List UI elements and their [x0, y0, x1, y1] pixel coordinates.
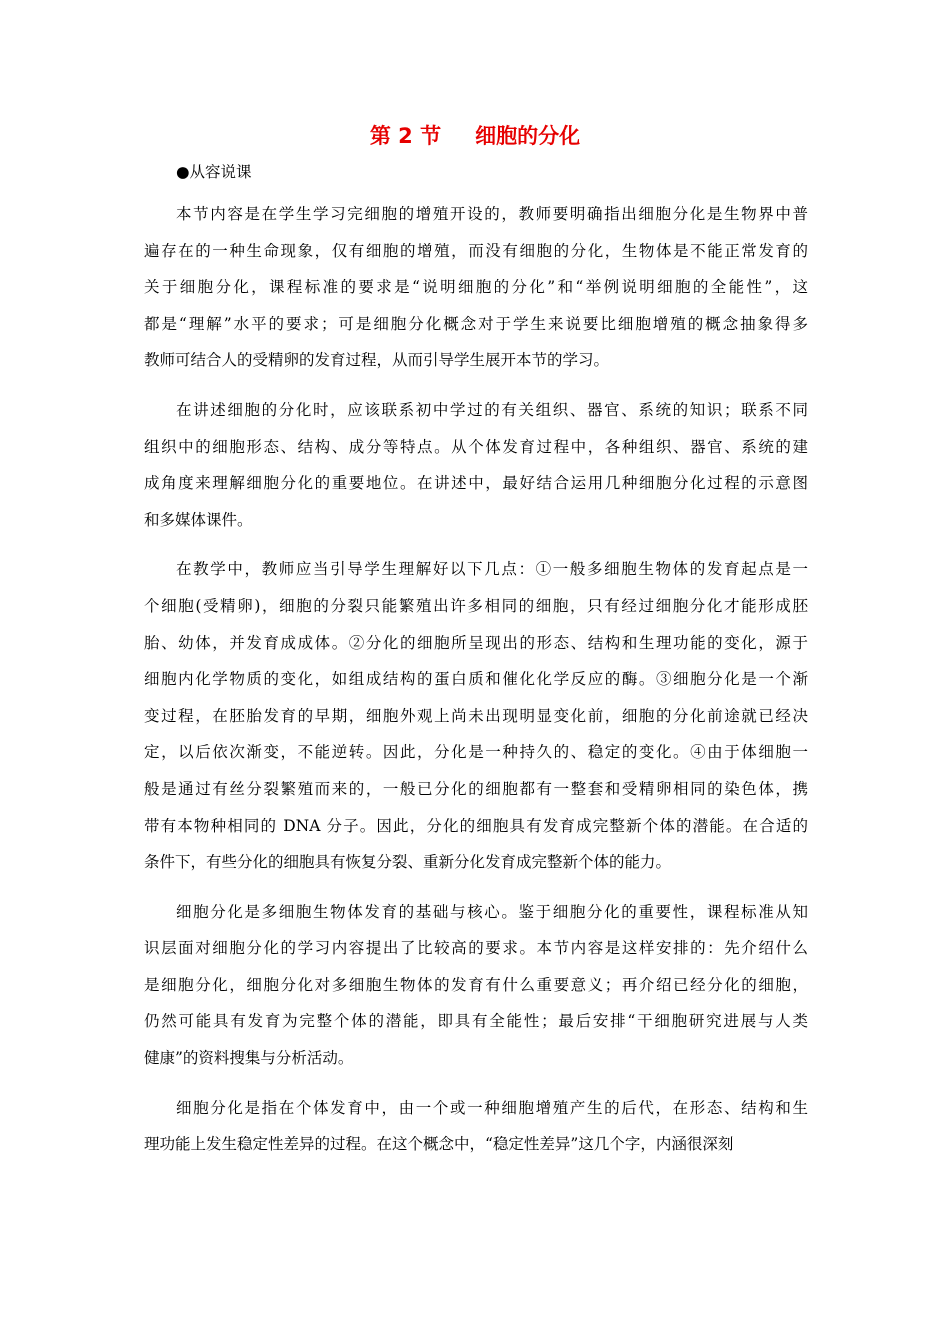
text-line: 带有本物种相同的 DNA 分子。因此，分化的细胞具有发育成完整新个体的潜能。在合适的	[144, 816, 808, 835]
body-text	[144, 196, 808, 1176]
text-line: 仍然可能具有发育为完整个体的潜能，即具有全能性；最后安排“干细胞研究进展与人类	[144, 1012, 808, 1031]
text-line: 般是通过有丝分裂繁殖而来的，一般已分化的细胞都有一整套和受精卵相同的染色体，携	[144, 779, 808, 798]
text-line: 个细胞(受精卵)，细胞的分裂只能繁殖出许多相同的细胞，只有经过细胞分化才能形成胚	[144, 596, 808, 615]
text-line: 健康”的资料搜集与分析活动。	[144, 1049, 354, 1068]
text-line: 都是“理解”水平的要求；可是细胞分化概念对于学生来说要比细胞增殖的概念抽象得多	[144, 314, 808, 333]
paragraph	[144, 1090, 808, 1163]
text-line: 细胞分化是多细胞生物体发育的基础与核心。鉴于细胞分化的重要性，课程标准从知	[176, 902, 808, 921]
text-line: 和多媒体课件。	[144, 510, 253, 529]
paragraph	[144, 551, 808, 880]
section-number: 第 2 节	[369, 124, 442, 148]
text-line: 关于细胞分化，课程标准的要求是“说明细胞的分化”和“举例说明细胞的全能性”，这	[144, 278, 808, 297]
text-line: 细胞分化是指在个体发育中，由一个或一种细胞增殖产生的后代，在形态、结构和生	[176, 1098, 808, 1117]
text-line: 条件下，有些分化的细胞具有恢复分裂、重新分化发育成完整新个体的能力。	[144, 853, 672, 872]
text-line: 遍存在的一种生命现象，仅有细胞的增殖，而没有细胞的分化，生物体是不能正常发育的	[144, 241, 808, 260]
text-line: 本节内容是在学生学习完细胞的增殖开设的，教师要明确指出细胞分化是生物界中普	[176, 205, 808, 223]
text-line: 是细胞分化，细胞分化对多细胞生物体的发育有什么重要意义；再介绍已经分化的细胞，	[144, 975, 808, 994]
text-line: 成角度来理解细胞分化的重要地位。在讲述中，最好结合运用几种细胞分化过程的示意图	[144, 474, 808, 493]
section-name: 细胞的分化	[475, 124, 581, 148]
page-title	[0, 120, 950, 150]
paragraph	[144, 196, 808, 379]
text-line: 组织中的细胞形态、结构、成分等特点。从个体发育过程中，各种组织、器官、系统的建	[144, 437, 808, 456]
text-line: 胎、幼体，并发育成成体。②分化的细胞所呈现出的形态、结构和生理功能的变化，源于	[144, 633, 808, 652]
text-line: 识层面对细胞分化的学习内容提出了比较高的要求。本节内容是这样安排的：先介绍什么	[144, 939, 808, 958]
paragraph	[144, 894, 808, 1077]
text-line: 理功能上发生稳定性差异的过程。在这个概念中，“稳定性差异”这几个字，内涵很深刻	[144, 1135, 734, 1154]
text-line: 教师可结合人的受精卵的发育过程，从而引导学生展开本节的学习。	[144, 351, 610, 370]
text-line: 在教学中，教师应当引导学生理解好以下几点：①一般多细胞生物体的发育起点是一	[176, 560, 808, 579]
text-line: 细胞内化学物质的变化，如组成结构的蛋白质和催化化学反应的酶。③细胞分化是一个渐	[144, 670, 808, 689]
text-line: 在讲述细胞的分化时，应该联系初中学过的有关组织、器官、系统的知识；联系不同	[176, 400, 808, 419]
section-heading: ●从容说课	[176, 163, 252, 181]
paragraph	[144, 392, 808, 538]
text-line: 变过程，在胚胎发育的早期，细胞外观上尚未出现明显变化前，细胞的分化前途就已经决	[144, 706, 808, 725]
text-line: 定，以后依次渐变，不能逆转。因此，分化是一种持久的、稳定的变化。④由于体细胞一	[144, 743, 808, 762]
